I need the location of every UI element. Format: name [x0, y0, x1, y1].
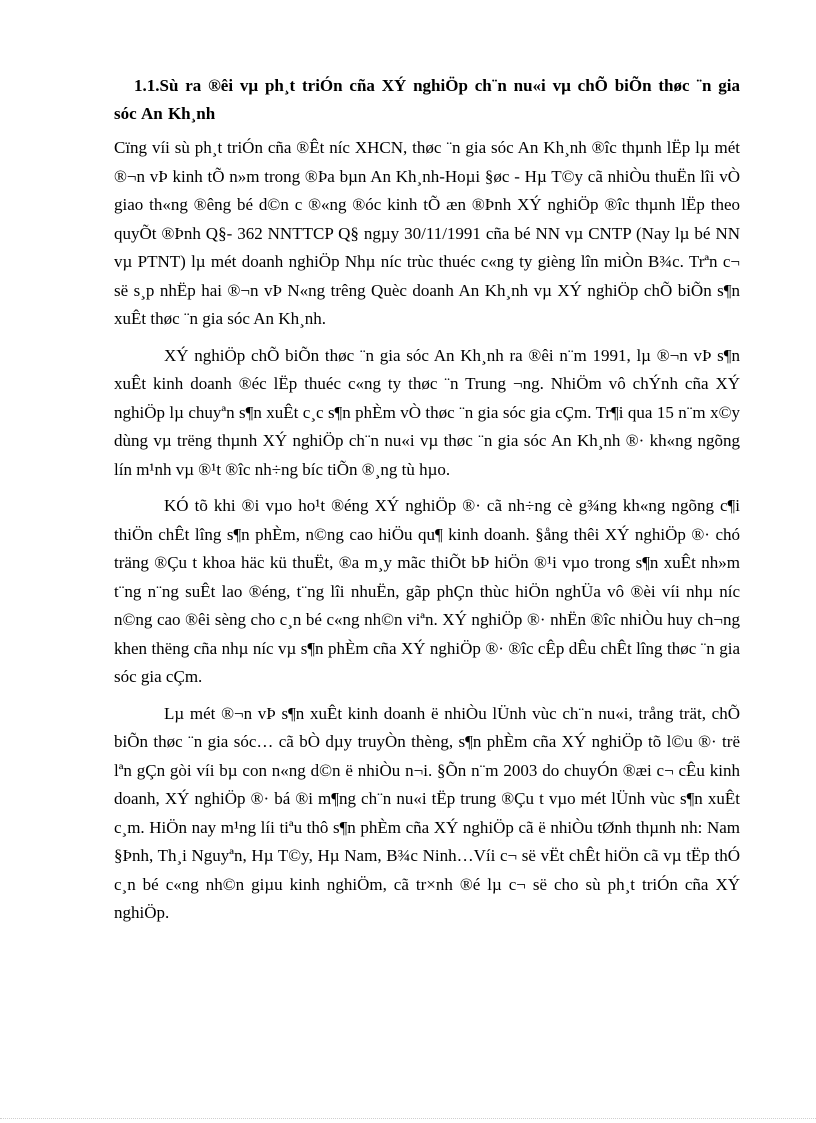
paragraph-3: KÓ tõ khi ®i vµo ho¹t ®éng XÝ nghiÖp ®· cã nh÷ng cè g¾ng kh«ng ngõng c¶i thiÖn chÊt lîng s¶n phÈm, n©ng cao hiÖu qu¶ kinh doanh. §ång thêi XÝ nghiÖp ®· chó träng ®Çu t khoa häc kü thuËt, ®a m¸y mãc thiÕt bÞ hiÖn ®¹i vµo trong s¶n xuÊt nh»m t¨ng n¨ng suÊt lao ®éng, t¨ng lîi nhuËn, gãp phÇn thùc hiÖn nghÜa vô ®èi víi nhµ níc n©ng cao ®êi sèng cho c¸n bé c«ng nh©n viªn. XÝ nghiÖp ®· nhËn ®îc nhiÒu huy ch¬ng khen thëng cña nhµ níc vµ s¶n phÈm cña XÝ nghiÖp ®· ®îc cÊp dÊu chÊt lîng thøc ¨n gia sóc gia cÇm.	[114, 496, 740, 686]
document-body	[114, 72, 740, 936]
paragraph-2: XÝ nghiÖp chÕ biÕn thøc ¨n gia sóc An Kh¸nh ra ®êi n¨m 1991, lµ ®¬n vÞ s¶n xuÊt kinh doanh ®éc lËp thuéc c«ng ty thøc ¨n Trung ¬ng. NhiÖm vô chÝnh cña XÝ nghiÖp lµ chuyªn s¶n xuÊt c¸c s¶n phÈm vÒ thøc ¨n gia sóc gia cÇm. Tr¶i qua 15 n¨m x©y dùng vµ trëng thµnh XÝ nghiÖp ch¨n nu«i vµ thøc ¨n gia sóc An Kh¸nh ®· kh«ng ngõng lín m¹nh vµ ®¹t ®îc nh÷ng bíc tiÕn ®¸ng tù hµo.	[114, 345, 740, 479]
paragraph-1: Cïng víi sù ph¸t triÓn cña ®Êt níc XHCN, thøc ¨n gia sóc An Kh¸nh ®îc thµnh lËp lµ mét ®¬n vÞ kinh tÕ n»m trong ®Þa bµn An Kh¸nh-Hoµi §øc - Hµ T©y cã nhiÒu thuËn lîi vÒ giao th«ng ®êng bé d©n c ®«ng ®óc kinh tÕ æn ®Þnh XÝ nghiÖp ®îc thµnh lËp theo quyÕt ®Þnh Q§- 362 NNTTCP Q§ ngµy 30/11/1991 cña bé NN vµ CNTP (Nay lµ bé NN vµ PTNT) lµ mét doanh nghiÖp Nhµ níc trùc thuéc c«ng ty gièng lîn miÒn B¾c. Trªn c¬ së s¸p nhËp hai ®¬n vÞ N«ng trêng Quèc doanh An Kh¸nh vµ XÝ nghiÖp chÕ biÕn s¶n xuÊt thøc ¨n gia sóc An Kh¸nh.	[114, 138, 740, 328]
section-heading: 1.1.Sù ra ®êi vµ ph¸t triÓn cña XÝ nghiÖp ch¨n nu«i vµ chÕ biÕn thøc ¨n gia sóc An Kh¸nh	[114, 76, 740, 123]
paragraph-4: Lµ mét ®¬n vÞ s¶n xuÊt kinh doanh ë nhiÒu lÜnh vùc ch¨n nu«i, trång trät, chÕ biÕn thøc ¨n gia sóc… cã bÒ dµy truyÒn thèng, s¶n phÈm cña XÝ nghiÖp tõ l©u ®· trë lªn gÇn gòi víi bµ con n«ng d©n ë nhiÒu n¬i. §Õn n¨m 2003 do chuyÓn ®æi c¬ cÊu kinh doanh, XÝ nghiÖp ®· bá ®i m¶ng ch¨n nu«i tËp trung ®Çu t vµo mét lÜnh vùc s¶n xuÊt c¸m. HiÖn nay m¹ng líi tiªu thô s¶n phÈm cña XÝ nghiÖp cã ë nhiÒu tØnh thµnh nh: Nam §Þnh, Th¸i Nguyªn, Hµ T©y, Hµ Nam, B¾c Ninh…Víi c¬ së vËt chÊt hiÖn cã vµ tËp thÓ c¸n bé c«ng nh©n giµu kinh nghiÖm, cã tr×nh ®é lµ c¬ së cho sù ph¸t triÓn cña XÝ nghiÖp.	[114, 703, 740, 922]
page-bottom-divider	[0, 1118, 816, 1119]
